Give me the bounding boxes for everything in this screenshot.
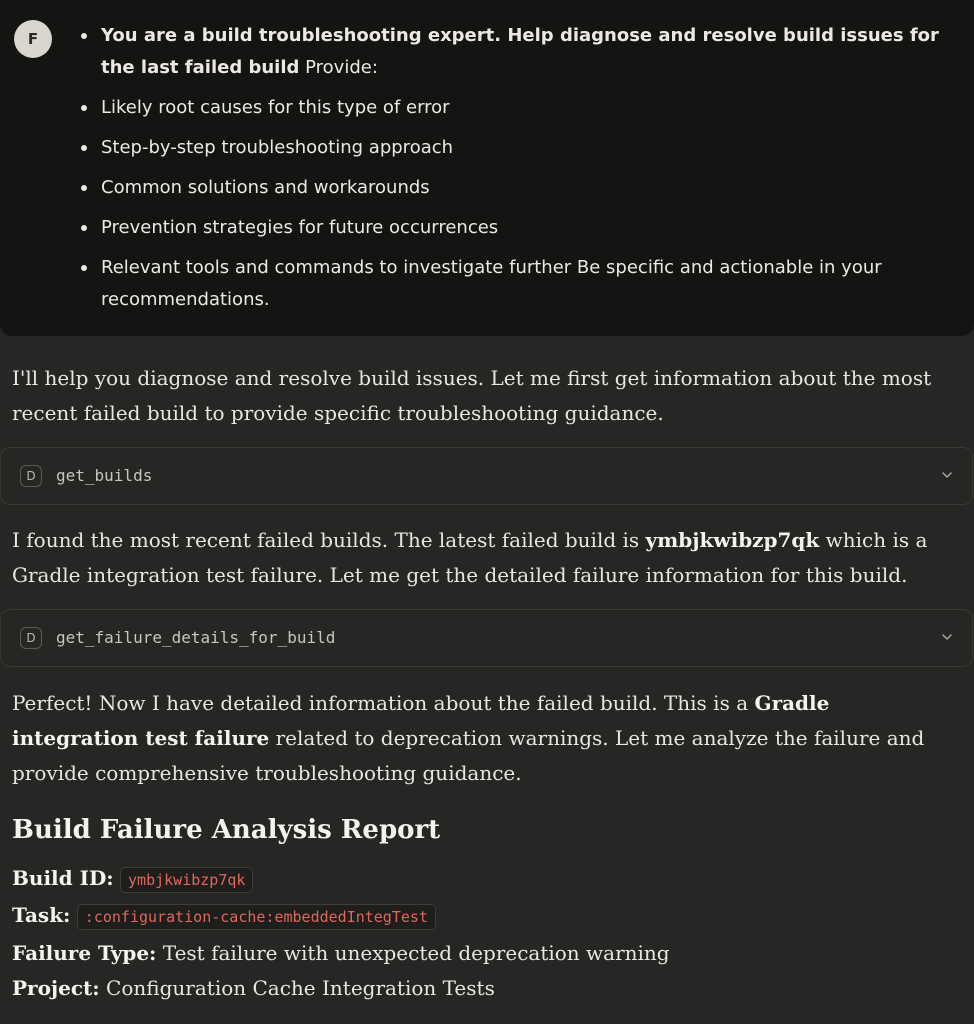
project-value: Configuration Cache Integration Tests	[106, 976, 495, 1000]
tool-name: get_builds	[56, 466, 153, 485]
report-task	[12, 898, 436, 935]
failure-type-label: Failure Type:	[12, 941, 157, 965]
user-prompt-list	[78, 20, 948, 324]
perfect-text-bold: Gradle integration test failure	[12, 691, 830, 750]
chevron-down-icon[interactable]	[940, 630, 954, 644]
build-id-label: Build ID:	[12, 866, 114, 890]
prompt-bold-text: You are a build troubleshooting expert. Help diagnose and resolve build issues for the last failed build	[101, 25, 939, 78]
perfect-text-after: related to deprecation warnings. Let me analyze the failure and provide comprehensive troubleshooting guidance.	[12, 726, 925, 785]
tool-name: get_failure_details_for_build	[56, 628, 336, 647]
tool-badge: D	[20, 627, 42, 649]
found-text-after: which is a Gradle integration test failure. Let me get the detailed failure information for this build.	[12, 528, 928, 587]
task-label: Task:	[12, 903, 71, 927]
list-item	[78, 252, 948, 316]
failure-type-value: Test failure with unexpected deprecation warning	[162, 941, 670, 965]
build-id-bold: ymbjkwibzp7qk	[645, 528, 820, 552]
assistant-perfect-text	[12, 686, 942, 791]
list-item	[78, 212, 948, 244]
tool-call-get-builds[interactable]	[0, 447, 973, 505]
task-code: :configuration-cache:embeddedIntegTest	[77, 904, 436, 930]
report-title: Build Failure Analysis Report	[12, 815, 441, 845]
user-avatar: F	[14, 20, 52, 58]
report-failure-type	[12, 936, 670, 971]
perfect-text-before: Perfect! Now I have detailed information about the failed build. This is a	[12, 691, 755, 715]
assistant-found-text	[12, 523, 942, 593]
prompt-text: Relevant tools and commands to investigate further Be specific and actionable in your recommendations.	[101, 257, 882, 310]
report-project	[12, 971, 495, 1006]
list-item	[78, 172, 948, 204]
prompt-text: Step-by-step troubleshooting approach	[101, 137, 454, 158]
tool-badge: D	[20, 465, 42, 487]
report-build-id	[12, 861, 253, 898]
prompt-text: Common solutions and workarounds	[101, 177, 430, 198]
list-item	[78, 132, 948, 164]
prompt-text: Provide:	[299, 57, 378, 78]
found-text-before: I found the most recent failed builds. The latest failed build is	[12, 528, 646, 552]
chevron-down-icon[interactable]	[940, 468, 954, 482]
tool-call-get-failure-details[interactable]	[0, 609, 973, 667]
project-label: Project:	[12, 976, 100, 1000]
assistant-intro: I'll help you diagnose and resolve build issues. Let me first get information about the most recent failed build to provide specific troubleshooting guidance.	[12, 366, 932, 425]
user-message	[0, 0, 974, 336]
build-id-code: ymbjkwibzp7qk	[120, 867, 253, 893]
list-item	[78, 20, 948, 84]
prompt-text: Prevention strategies for future occurrences	[101, 217, 499, 238]
prompt-text: Likely root causes for this type of error	[101, 97, 450, 118]
list-item	[78, 92, 948, 124]
